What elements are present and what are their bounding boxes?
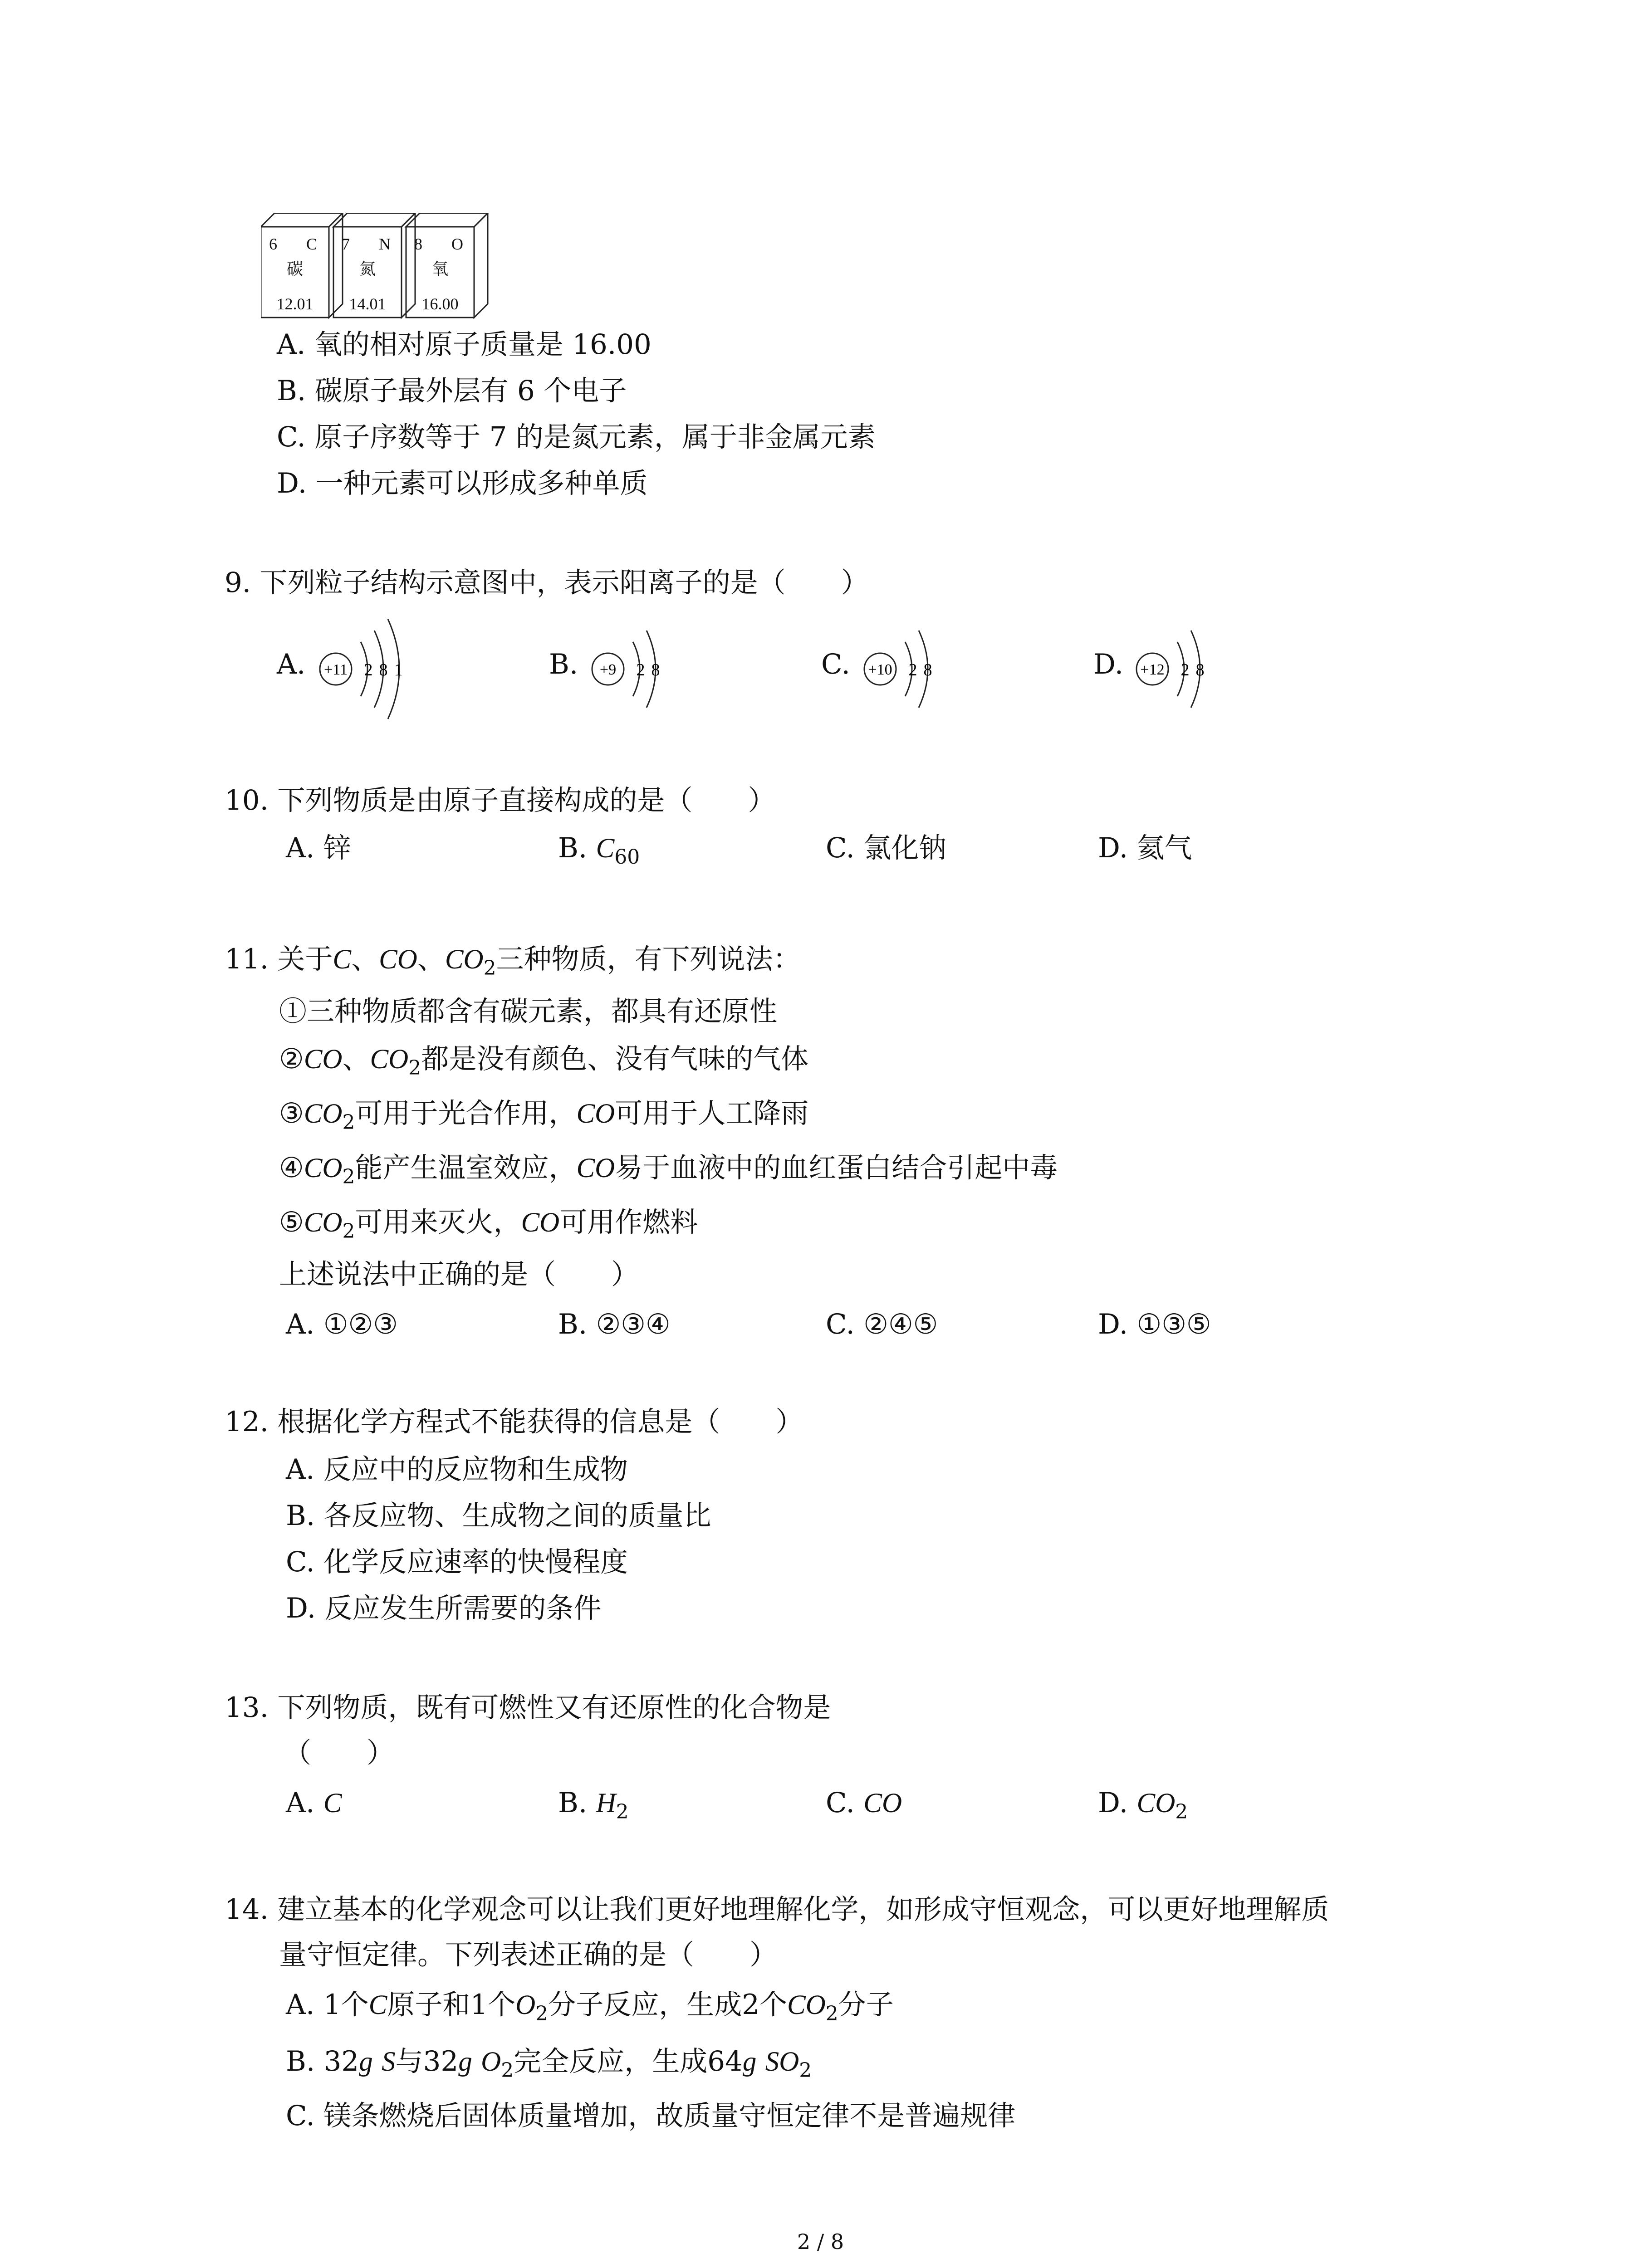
q14-option-c: C. 镁条燃烧后固体质量增加，故质量守恒定律不是普遍规律	[286, 2100, 1016, 2132]
cell-mass: 12.01	[276, 295, 314, 313]
shell-electrons: 2	[908, 660, 917, 679]
q13-stem: 13. 下列物质，既有可燃性又有还原性的化合物是	[225, 1691, 831, 1724]
q11-option-c: C. ②④⑤	[826, 1308, 938, 1340]
q13-option-c: C. CO	[826, 1787, 902, 1819]
q11-statement-5: $⑤CO_2$可用来灭火，CO可用作燃料	[279, 1206, 698, 1243]
shell-electrons: 2	[1181, 660, 1190, 679]
q10-option-b	[558, 830, 640, 867]
shell-electrons: 8	[1195, 660, 1205, 679]
q10-stem: 10. 下列物质是由原子直接构成的是（ ）	[225, 784, 776, 816]
q11-statement-1: ①三种物质都含有碳元素，都具有还原性	[279, 995, 778, 1027]
q8-option-c: C. 原子序数等于 7 的是氮元素，属于非金属元素	[277, 421, 876, 453]
q10-option-d: D. 氦气	[1098, 832, 1192, 864]
cell-number: 7	[342, 235, 350, 253]
nucleus-charge: +10	[868, 661, 892, 678]
q8-option-b: B. 碳原子最外层有 6 个电子	[277, 375, 627, 407]
cell-number: 8	[414, 235, 422, 253]
periodic-table-cells	[261, 213, 515, 322]
cell-name: 碳	[286, 260, 304, 278]
formula-subscript: 60	[614, 846, 640, 869]
q11-question: 上述说法中正确的是（ ）	[279, 1258, 639, 1290]
q8-option-a: A. 氧的相对原子质量是 16.00	[277, 328, 652, 361]
q9-option-letter: D.	[1093, 648, 1124, 680]
q12-option-a: A. 反应中的反应物和生成物	[286, 1453, 628, 1486]
shell-electrons: 2	[636, 660, 645, 679]
q11-statement-2: ②CO、$CO_2$都是没有颜色、没有气味的气体	[279, 1043, 809, 1080]
shell-electrons: 8	[651, 660, 660, 679]
cell-symbol: O	[451, 235, 463, 253]
formula: C	[596, 833, 615, 864]
q13-option-b: B. $H_2$	[558, 1787, 629, 1823]
q13-option-d: D. $CO_2$	[1098, 1787, 1188, 1823]
q10-option-a: A. 锌	[286, 832, 351, 864]
atom-diagram-c	[862, 624, 953, 723]
atom-diagram-a	[318, 610, 436, 737]
option-letter: B.	[558, 832, 596, 864]
atom-diagram-d	[1134, 624, 1225, 723]
q14-stem-line-2: 量守恒定律。下列表述正确的是（ ）	[279, 1939, 778, 1971]
shell-electrons: 8	[923, 660, 932, 679]
q12-option-d: D. 反应发生所需要的条件	[286, 1592, 602, 1624]
q11-option-a: A. ①②③	[286, 1308, 398, 1340]
page-number: 2 / 8	[797, 2229, 844, 2254]
q11-option-d: D. ①③⑤	[1098, 1308, 1211, 1340]
q11-option-b: B. ②③④	[558, 1308, 671, 1340]
q12-option-b: B. 各反应物、生成物之间的质量比	[286, 1500, 711, 1532]
q14-option-b: B. 32g S与32g $O_2$完全反应，生成64g $SO_2$	[286, 2045, 812, 2082]
q11-statement-4: $④CO_2$能产生温室效应，CO易于血液中的血红蛋白结合引起中毒	[279, 1152, 1058, 1188]
q12-option-c: C. 化学反应速率的快慢程度	[286, 1546, 628, 1578]
cell-mass: 16.00	[421, 295, 459, 313]
cell-name: 氮	[359, 260, 376, 278]
shell-electrons: 8	[379, 660, 388, 679]
atom-diagram-b	[590, 624, 681, 723]
q10-option-c: C. 氯化钠	[826, 832, 947, 864]
cell-mass: 14.01	[349, 295, 386, 313]
q13-option-a: A. C	[286, 1787, 342, 1819]
cell-symbol: N	[379, 235, 391, 253]
nucleus-charge: +11	[324, 661, 348, 678]
nucleus-charge: +9	[599, 661, 617, 678]
q8-option-d: D. 一种元素可以形成多种单质	[277, 467, 648, 499]
q9-option-letter: C.	[821, 648, 850, 680]
q11-stem: 11. 关于C、CO、$CO_2$三种物质，有下列说法：	[225, 943, 801, 980]
nucleus-charge: +12	[1140, 661, 1165, 678]
shell-electrons: 2	[364, 660, 373, 679]
q14-stem-line-1: 14. 建立基本的化学观念可以让我们更好地理解化学，如形成守恒观念，可以更好地理解质	[225, 1893, 1329, 1926]
q9-option-letter: A.	[277, 648, 306, 680]
cell-number: 6	[269, 235, 277, 253]
q9-option-letter: B.	[549, 648, 578, 680]
q9-stem: 9. 下列粒子结构示意图中，表示阳离子的是（ ）	[225, 567, 869, 599]
q12-stem: 12. 根据化学方程式不能获得的信息是（ ）	[225, 1406, 803, 1438]
q14-option-a: A. 1个C原子和1个$O_2$分子反应，生成2个$CO_2$分子	[286, 1989, 894, 2025]
cell-name: 氧	[431, 260, 449, 278]
cell-symbol: C	[306, 235, 318, 253]
q13-answer-paren: （ ）	[284, 1737, 395, 1769]
q11-statement-3: $③CO_2$可用于光合作用，CO可用于人工降雨	[279, 1097, 809, 1134]
shell-electrons: 1	[394, 660, 403, 679]
